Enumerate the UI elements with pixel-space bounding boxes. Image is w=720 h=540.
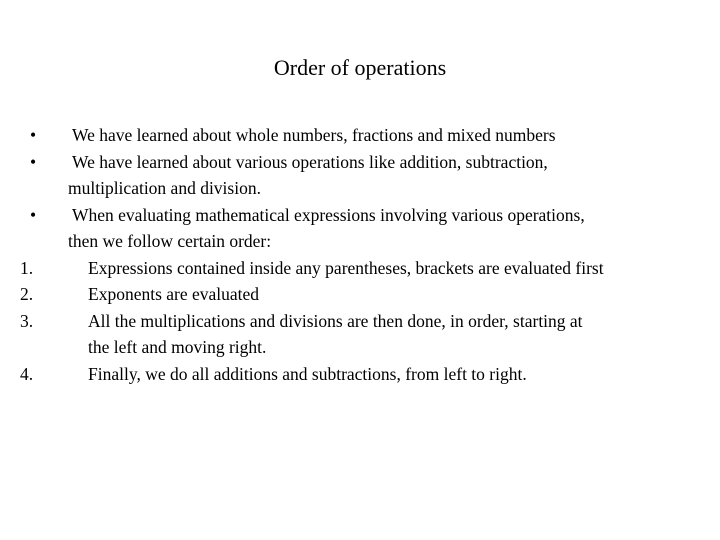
step-text: All the multiplications and divisions are then done, in order, starting at [88,310,583,331]
bullet-text: When evaluating mathematical expressions involving various operations, [72,204,585,225]
bullet-text: We have learned about various operations like addition, subtraction, [72,151,548,172]
bullet-text-continued: then we follow certain order: [68,231,272,251]
numbered-step [0,281,720,308]
bullet-item [0,149,720,202]
step-number: 2. [20,284,34,304]
bullet-item [0,122,720,149]
step-number: 3. [20,310,34,331]
bullet-marker: • [30,125,37,145]
bullet-text-continued: multiplication and division. [68,178,261,198]
step-text-continued: the left and moving right. [88,337,267,357]
step-number: 4. [20,363,34,384]
step-number: 1. [20,257,34,278]
bullet-item [0,202,720,255]
slide-body [0,122,720,387]
bullet-text: We have learned about whole numbers, fractions and mixed numbers [72,125,556,145]
numbered-step [0,255,720,282]
step-text: Finally, we do all additions and subtractions, from left to right. [88,363,527,384]
numbered-step [0,308,720,361]
numbered-step [0,361,720,388]
bullet-marker: • [30,204,37,225]
step-text: Exponents are evaluated [88,284,260,304]
step-text: Expressions contained inside any parentheses, brackets are evaluated first [88,257,604,278]
bullet-marker: • [30,151,37,172]
slide-title: Order of operations [273,55,447,80]
